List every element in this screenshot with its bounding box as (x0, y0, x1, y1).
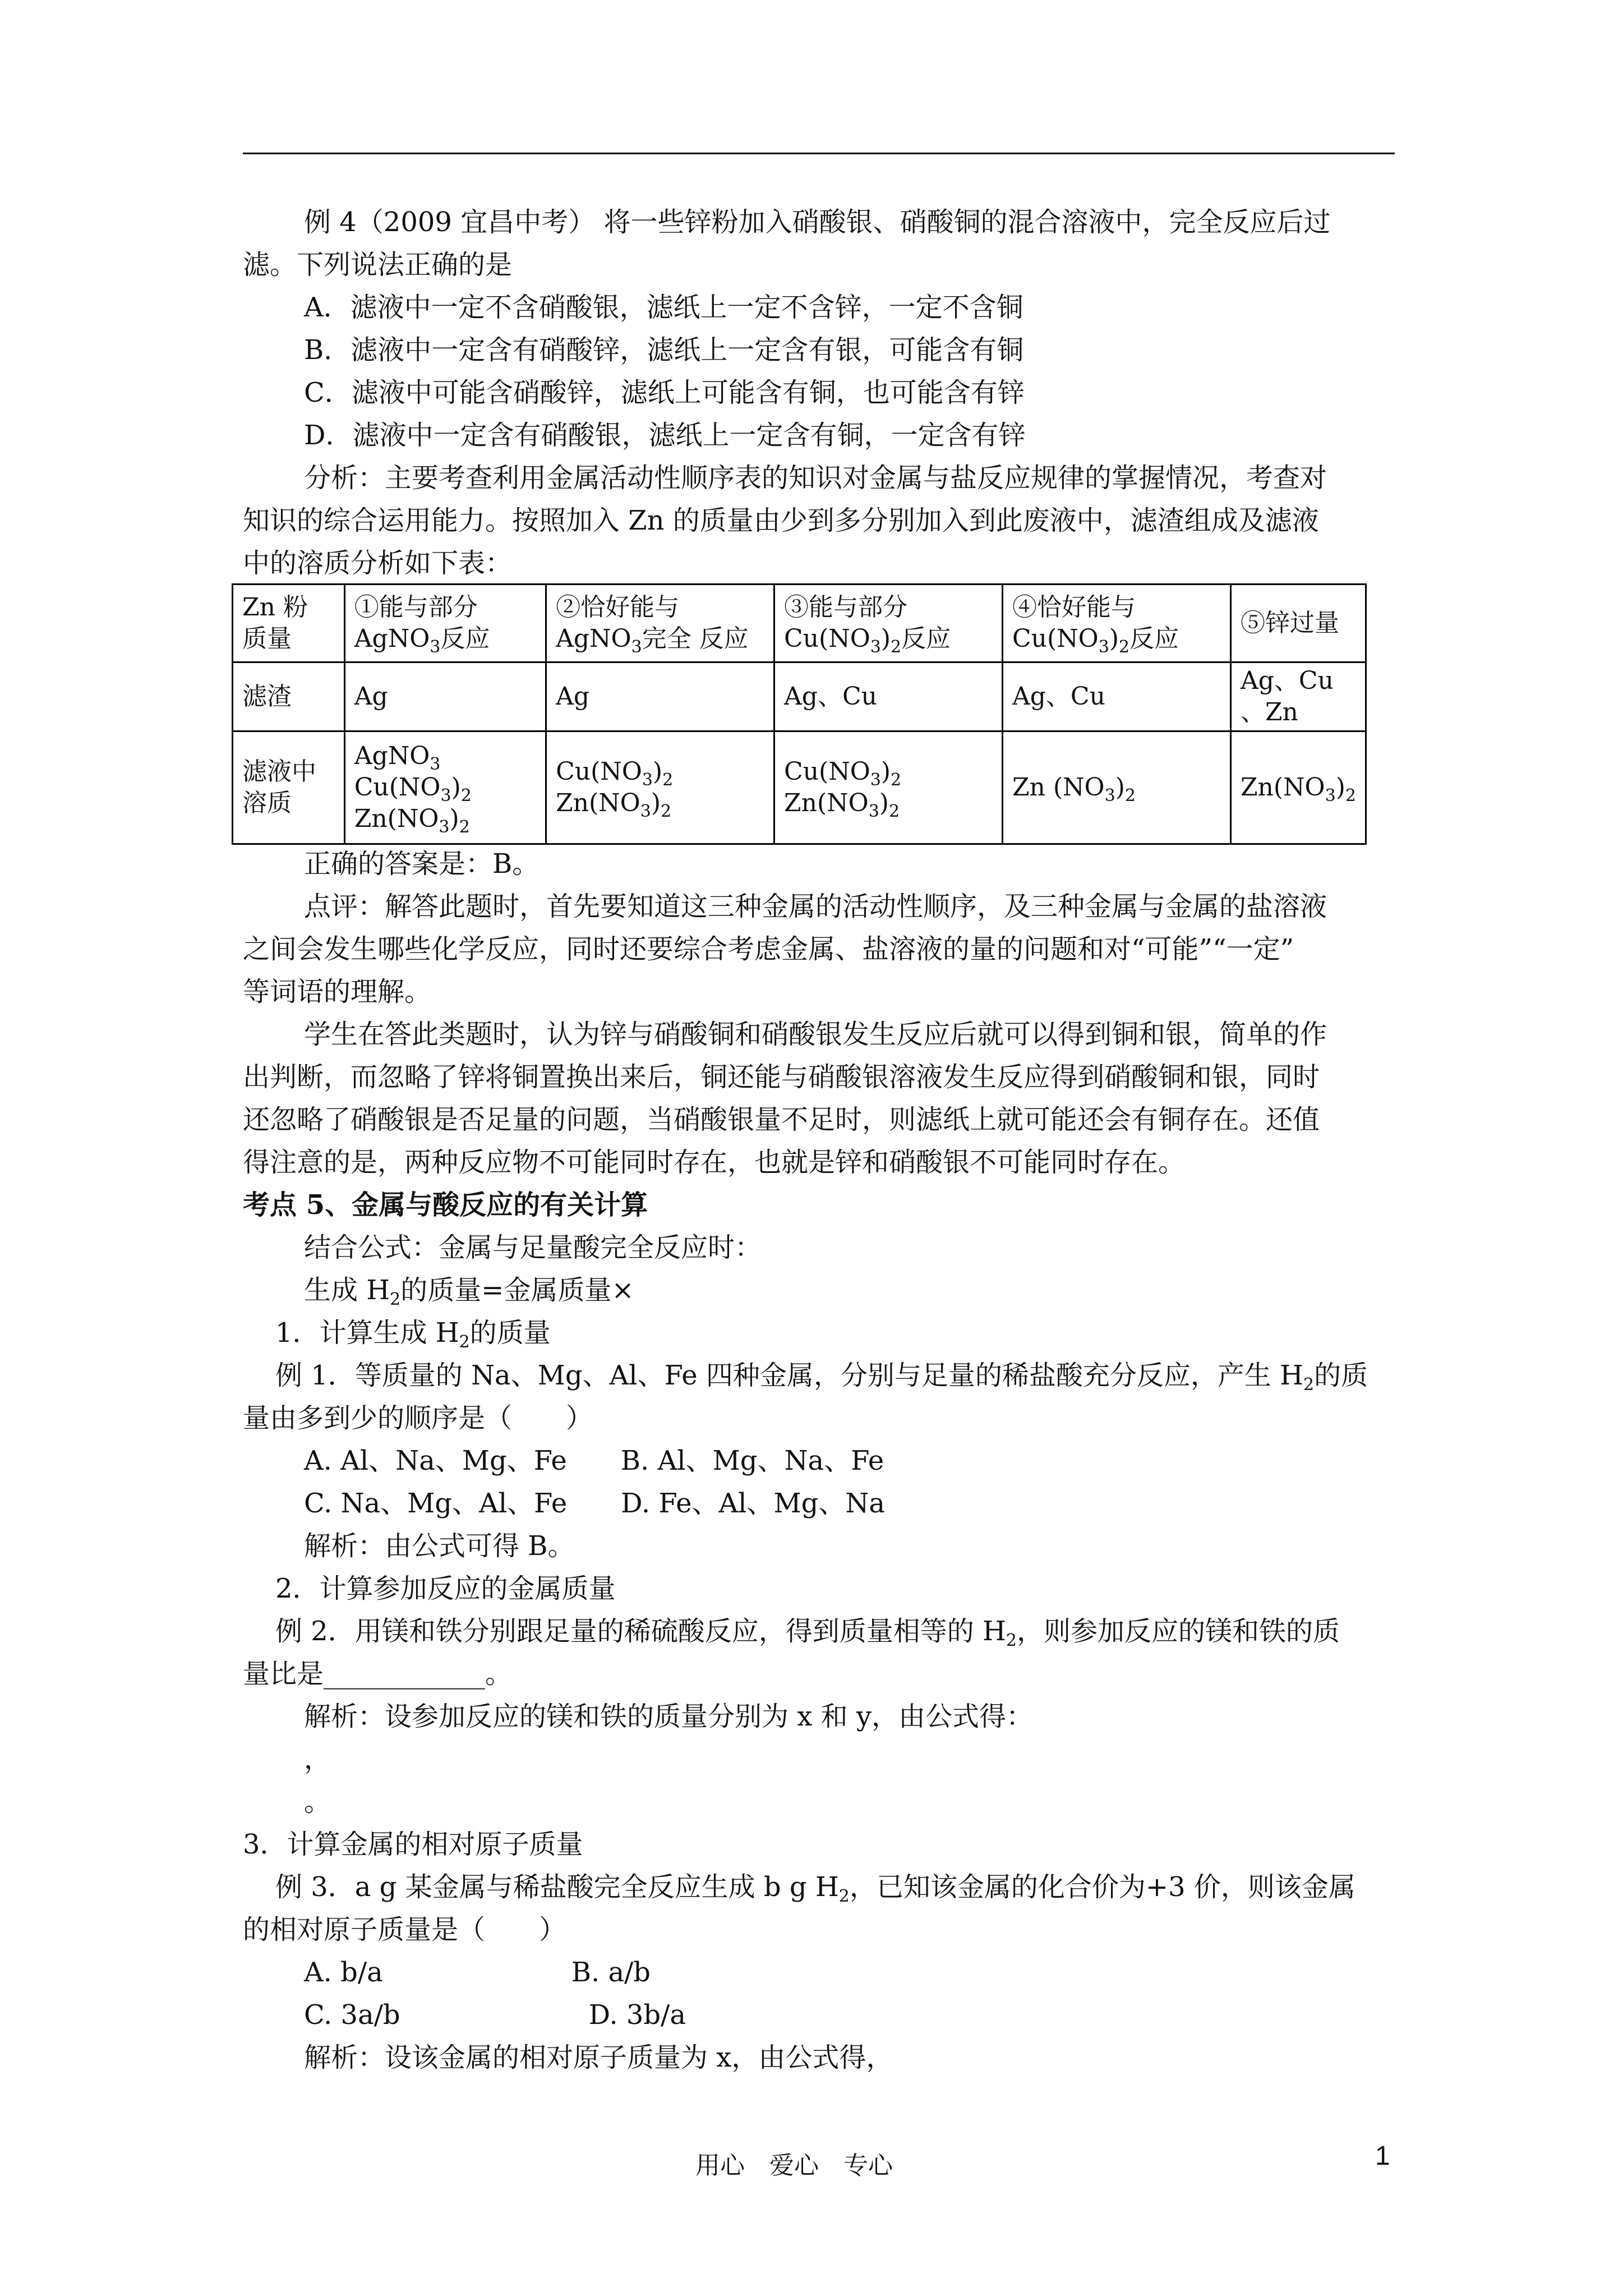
example3-options1: A. b/a B. a/b (304, 1957, 651, 1988)
example2-period: 。 (304, 1786, 331, 1818)
example1-options2: C. Na、Mg、Al、Fe D. Fe、Al、Mg、Na (304, 1488, 886, 1519)
student-line1: 学生在答此类题时，认为锌与硝酸铜和硝酸银发生反应后就可以得到铜和银，简单的作 (304, 1019, 1327, 1050)
example2-line2: 量比是____________。 (243, 1658, 513, 1690)
table-cell: 滤液中溶质 (233, 731, 345, 844)
example2-line1: 例 2．用镁和铁分别跟足量的稀硫酸反应，得到质量相等的 $H_2$，则参加反应的镁和铁的质 (275, 1616, 1340, 1650)
example3-line2: 的相对原子质量是（ ） (243, 1914, 566, 1945)
table-row (233, 662, 1366, 731)
comment-line1: 点评：解答此题时，首先要知道这三种金属的活动性顺序，及三种金属与金属的盐溶液 (304, 891, 1327, 922)
table-cell: AgNO$_3$ $Cu(NO_3)_2$ $Zn(NO_3)_2$ (344, 731, 546, 844)
table-header-cell: ⑤锌过量 (1230, 585, 1366, 662)
option-c: C．滤液中可能含硝酸锌，滤纸上可能含有铜，也可能含有锌 (304, 377, 1025, 408)
option-b: B．滤液中一定含有硝酸锌，滤纸上一定含有银，可能含有铜 (304, 334, 1024, 366)
comment-line3: 等词语的理解。 (243, 976, 432, 1007)
zinc-reaction-table (232, 583, 1367, 845)
formula-intro: 结合公式：金属与足量酸完全反应时： (304, 1232, 762, 1263)
example4-line1: 例 4（2009 宜昌中考） 将一些锌粉加入硝酸银、硝酸铜的混合溶液中，完全反应后过 (304, 206, 1331, 238)
student-line4: 得注意的是，两种反应物不可能同时存在，也就是锌和硝酸银不可能同时存在。 (243, 1147, 1186, 1178)
table-header-cell: ③能与部分 $Cu(NO_3)_2$反应 (774, 585, 1003, 662)
answer-line: 正确的答案是：B。 (304, 848, 540, 880)
table-header-cell: ②恰好能与 AgNO$_3$完全 反应 (546, 585, 774, 662)
example1-line2: 量由多到少的顺序是（ ） (243, 1402, 593, 1434)
option-a: A．滤液中一定不含硝酸银，滤纸上一定不含锌，一定不含铜 (304, 292, 1023, 323)
subsection-2: 2．计算参加反应的金属质量 (275, 1573, 616, 1604)
page-number: 1 (1375, 2141, 1390, 2171)
subsection-1: 1．计算生成 $H_2$的质量 (275, 1317, 551, 1352)
table-cell: Ag (546, 662, 774, 731)
student-line3: 还忽略了硝酸银是否足量的问题，当硝酸银量不足时，则滤纸上就可能还会有铜存在。还值 (243, 1104, 1320, 1135)
option-d: D．滤液中一定含有硝酸银，滤纸上一定含有铜，一定含有锌 (304, 420, 1026, 451)
section-heading-kp5: 考点 5、金属与酸反应的有关计算 (243, 1189, 648, 1221)
analysis-line1: 分析：主要考查利用金属活动性顺序表的知识对金属与盐反应规律的掌握情况，考查对 (304, 462, 1327, 494)
example3-options2: C. 3a/b D. 3b/a (304, 1999, 686, 2031)
example4-line2: 滤。下列说法正确的是 (243, 249, 513, 280)
table-cell: Ag (344, 662, 546, 731)
table-cell: $Cu(NO_3)_2$ $Zn(NO_3)_2$ (546, 731, 774, 844)
page-footer: 用心 爱心 专心 (695, 2151, 893, 2180)
analysis-line2: 知识的综合运用能力。按照加入 Zn 的质量由少到多分别加入到此废液中，滤渣组成及滤液 (243, 505, 1319, 536)
table-cell: Zn $(NO_3)_2$ (1002, 731, 1230, 844)
table-cell: Ag、Cu (1002, 662, 1230, 731)
example2-comma: ， (304, 1743, 331, 1775)
formula-line: 生成 $H_2$的质量=金属质量× (304, 1274, 634, 1309)
example2-solution: 解析：设参加反应的镁和铁的质量分别为 x 和 y，由公式得： (304, 1701, 1033, 1732)
analysis-line3: 中的溶质分析如下表： (243, 547, 513, 579)
table-row (233, 731, 1366, 844)
table-cell: Ag、Cu (774, 662, 1003, 731)
table-header-cell: Zn 粉 质量 (233, 585, 345, 662)
table-row (233, 585, 1366, 662)
table-cell: $Cu(NO_3)_2$ $Zn(NO_3)_2$ (774, 731, 1003, 844)
comment-line2: 之间会发生哪些化学反应，同时还要综合考虑金属、盐溶液的量的问题和对“可能”“一定” (243, 933, 1294, 965)
header-rule (243, 153, 1395, 154)
example1-options1: A. Al、Na、Mg、Fe B. Al、Mg、Na、Fe (304, 1445, 884, 1476)
table-header-cell: ④恰好能与 $Cu(NO_3)_2$反应 (1002, 585, 1230, 662)
example1-line1: 例 1．等质量的 Na、Mg、Al、Fe 四种金属，分别与足量的稀盐酸充分反应，产生 $H_2$的质 (275, 1360, 1368, 1395)
example3-solution: 解析：设该金属的相对原子质量为 x，由公式得， (304, 2042, 893, 2073)
subsection-3: 3．计算金属的相对原子质量 (243, 1829, 583, 1860)
table-cell: 滤渣 (233, 662, 345, 731)
example3-line1: 例 3．a g 某金属与稀盐酸完全反应生成 b g $H_2$，已知该金属的化合价为+3 价，则该金属 (275, 1871, 1355, 1906)
table-cell: Ag、Cu 、Zn (1230, 662, 1366, 731)
example1-solution: 解析：由公式可得 B。 (304, 1530, 575, 1562)
table-cell: $Zn(NO_3)_2$ (1230, 731, 1366, 844)
table-header-cell: ①能与部分 AgNO$_3$反应 (344, 585, 546, 662)
student-line2: 出判断，而忽略了锌将铜置换出来后，铜还能与硝酸银溶液发生反应得到硝酸铜和银，同时 (243, 1061, 1320, 1093)
